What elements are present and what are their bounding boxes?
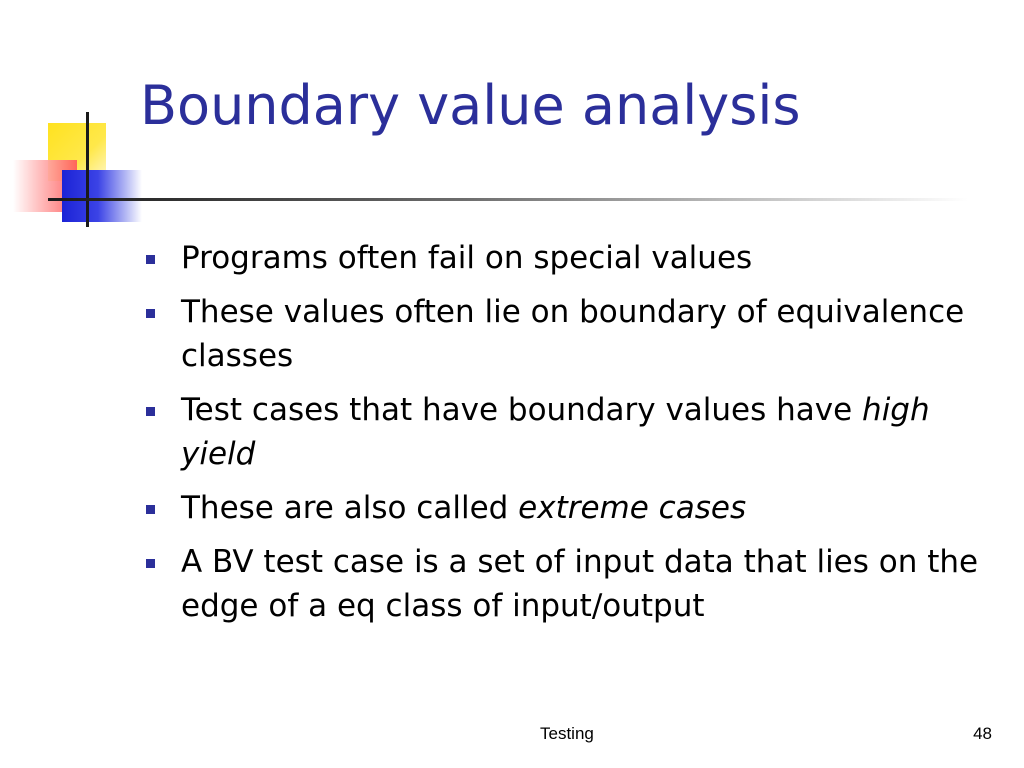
bullet-text: Test cases that have boundary values have: [181, 392, 863, 428]
page-number: 48: [973, 724, 992, 743]
title-underline-rule: [48, 198, 968, 201]
bullet-square-icon: [146, 505, 155, 514]
bullet-emphasis-text: high yield: [181, 392, 930, 472]
slide-title: Boundary value analysis: [140, 74, 801, 137]
bullet-square-icon: [146, 407, 155, 416]
bullet-item: [140, 486, 980, 530]
bullet-square-icon: [146, 559, 155, 568]
vertical-rule-decoration: [86, 112, 89, 227]
bullet-list: [140, 236, 980, 638]
bullet-item: [140, 236, 980, 280]
bullet-emphasis-text: extreme cases: [518, 490, 747, 526]
bullet-text: These are also called: [181, 490, 519, 526]
bullet-text: These values often lie on boundary of equivalence classes: [181, 294, 965, 374]
bullet-item: [140, 290, 980, 378]
slide-logo-decoration: [0, 0, 140, 240]
bullet-square-icon: [146, 309, 155, 318]
bullet-item: [140, 388, 980, 476]
bullet-square-icon: [146, 255, 155, 264]
bullet-text: Programs often fail on special values: [181, 240, 753, 276]
footer-title: Testing: [540, 724, 594, 743]
bullet-text: A BV test case is a set of input data that lies on the edge of a eq class of input/output: [181, 544, 979, 624]
bullet-item: [140, 540, 980, 628]
blue-square-decoration: [62, 170, 142, 222]
